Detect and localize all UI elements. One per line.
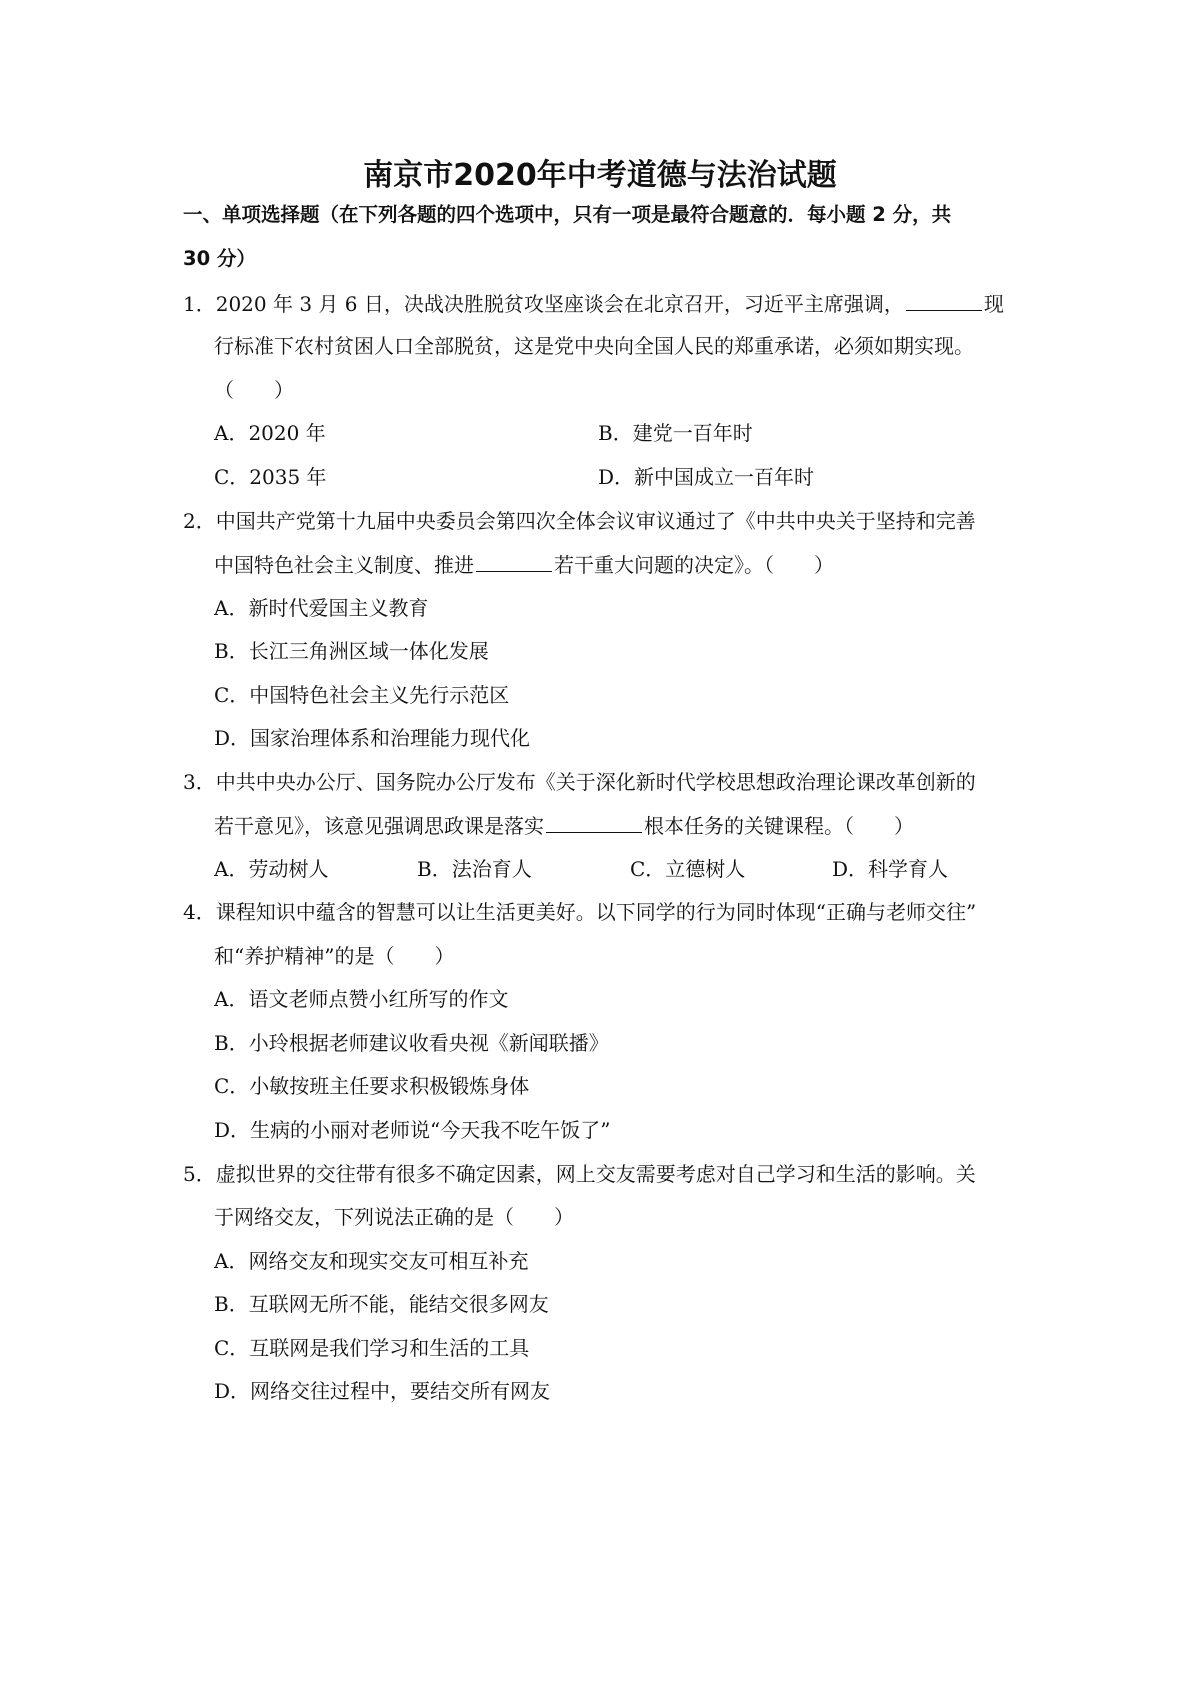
answer-blank xyxy=(906,288,982,311)
question-3-option-b: B．法治育人 xyxy=(417,857,532,881)
answer-blank xyxy=(476,549,552,572)
question-2-stem-line-1: 2．中国共产党第十九届中央委员会第四次全体会议审议通过了《中共中央关于坚持和完善 xyxy=(183,509,976,533)
question-5-option-d: D．网络交往过程中，要结交所有网友 xyxy=(214,1379,551,1403)
question-2-option-b: B．长江三角洲区域一体化发展 xyxy=(214,639,489,663)
question-2-option-a: A．新时代爱国主义教育 xyxy=(214,596,429,620)
question-1-stem-after: 现 xyxy=(983,292,1004,316)
question-1-stem-line-1 xyxy=(183,288,1004,319)
question-3-option-c: C．立德树人 xyxy=(630,857,746,881)
question-4-option-d: D．生病的小丽对老师说“今天我不吃午饭了” xyxy=(214,1118,611,1142)
question-1-answer-paren: （ ） xyxy=(214,378,294,402)
question-2-stem-after: 若干重大问题的决定》。（ ） xyxy=(554,553,834,577)
question-5-stem-line-2: 于网络交友，下列说法正确的是（ ） xyxy=(214,1205,574,1229)
section-heading-line-2: 30 分） xyxy=(183,247,256,270)
question-5-option-a: A．网络交友和现实交友可相互补充 xyxy=(214,1249,529,1273)
question-3-stem-after: 根本任务的关键课程。（ ） xyxy=(644,814,914,838)
question-5-option-c: C．互联网是我们学习和生活的工具 xyxy=(214,1336,530,1360)
question-5-stem-line-1: 5．虚拟世界的交往带有很多不确定因素，网上交友需要考虑对自己学习和生活的影响。关 xyxy=(183,1162,976,1186)
question-1-stem-line-2: 行标准下农村贫困人口全部脱贫，这是党中央向全国人民的郑重承诺，必须如期实现。 xyxy=(214,334,974,358)
question-2-stem-before: 中国特色社会主义制度、推进 xyxy=(214,553,474,577)
question-3-option-a: A．劳动树人 xyxy=(214,857,329,881)
question-3-stem-line-1: 3．中共中央办公厅、国务院办公厅发布《关于深化新时代学校思想政治理论课改革创新的 xyxy=(183,770,976,794)
question-1-option-d: D．新中国成立一百年时 xyxy=(598,465,815,489)
question-2-option-c: C．中国特色社会主义先行示范区 xyxy=(214,683,510,707)
question-4-stem-line-1: 4．课程知识中蕴含的智慧可以让生活更美好。以下同学的行为同时体现“正确与老师交往” xyxy=(183,900,977,924)
question-4-stem-line-2: 和“养护精神”的是（ ） xyxy=(214,944,455,968)
page-title: 南京市2020年中考道德与法治试题 xyxy=(363,158,837,193)
question-4-option-b: B．小玲根据老师建议收看央视《新闻联播》 xyxy=(214,1031,609,1055)
question-2-option-d: D．国家治理体系和治理能力现代化 xyxy=(214,726,531,750)
question-3-stem-before: 若干意见》，该意见强调思政课是落实 xyxy=(214,814,544,838)
question-5-option-b: B．互联网无所不能，能结交很多网友 xyxy=(214,1292,549,1316)
question-1-option-c: C．2035 年 xyxy=(214,465,327,489)
question-1-stem-before: 1．2020 年 3 月 6 日，决战决胜脱贫攻坚座谈会在北京召开，习近平主席强调， xyxy=(183,292,904,316)
question-3-stem-line-2 xyxy=(214,810,914,841)
question-1-option-b: B．建党一百年时 xyxy=(598,421,753,445)
question-4-option-c: C．小敏按班主任要求积极锻炼身体 xyxy=(214,1074,530,1098)
answer-blank xyxy=(546,810,642,833)
question-4-option-a: A．语文老师点赞小红所写的作文 xyxy=(214,987,509,1011)
section-heading-line-1: 一、单项选择题（在下列各题的四个选项中，只有一项是最符合题意的．每小题 2 分，共 xyxy=(183,203,952,226)
question-3-option-d: D．科学育人 xyxy=(832,857,949,881)
question-2-stem-line-2 xyxy=(214,549,834,580)
question-1-option-a: A．2020 年 xyxy=(214,421,326,445)
